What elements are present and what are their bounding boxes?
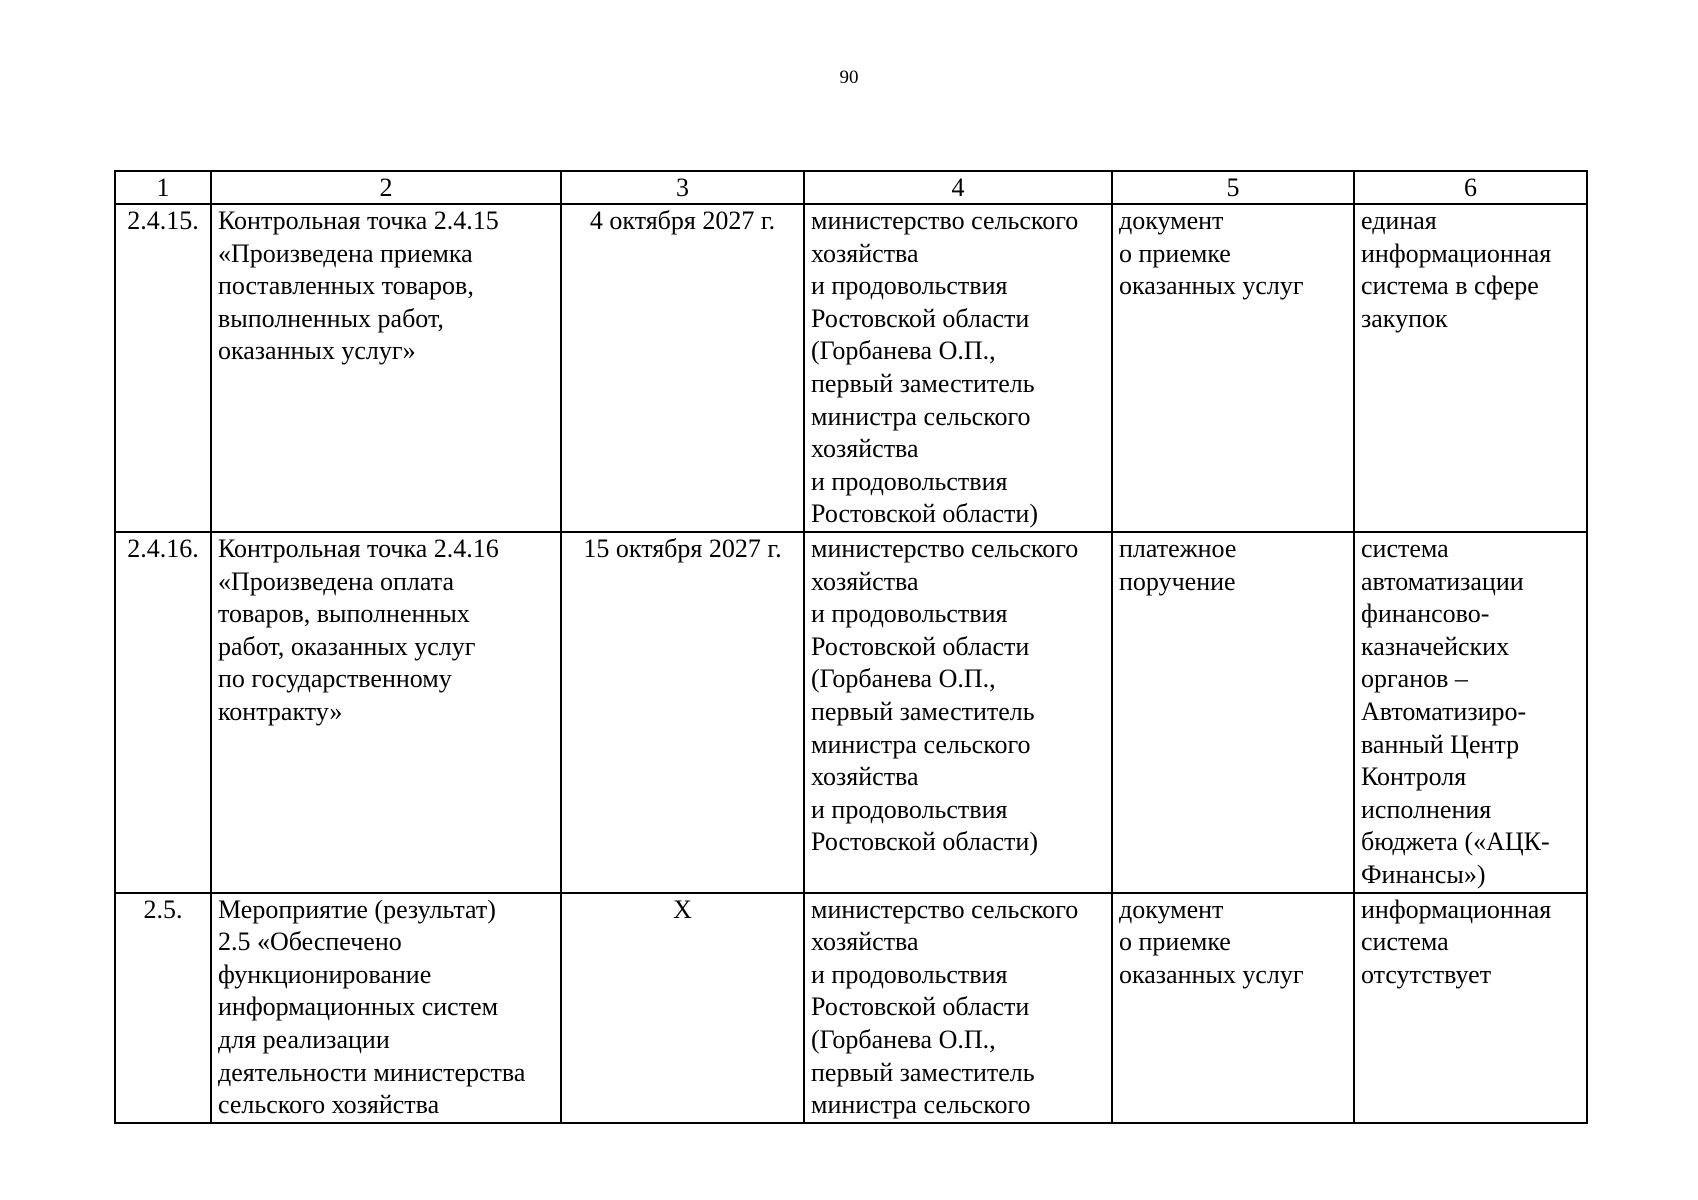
- column-header-3: 3: [561, 171, 804, 204]
- table-row: [115, 204, 1587, 532]
- row-system-cell: информационная система отсутствует: [1354, 893, 1587, 1123]
- column-header-1: 1: [115, 171, 211, 204]
- row-number-cell: 2.4.16.: [115, 532, 211, 893]
- row-name-cell: Контрольная точка 2.4.16 «Произведена оплата товаров, выполненных работ, оказанных услуг по государственному контракту»: [211, 532, 561, 893]
- row-document-cell: документ о приемке оказанных услуг: [1112, 204, 1354, 532]
- row-system-cell: единая информационная система в сфере закупок: [1354, 204, 1587, 532]
- row-date-cell: 4 октября 2027 г.: [561, 204, 804, 532]
- table-row: [115, 532, 1587, 893]
- row-document-cell: платежное поручение: [1112, 532, 1354, 893]
- plan-table: [114, 170, 1588, 1124]
- row-date-cell: X: [561, 893, 804, 1123]
- row-date-cell: 15 октября 2027 г.: [561, 532, 804, 893]
- column-header-5: 5: [1112, 171, 1354, 204]
- column-header-2: 2: [211, 171, 561, 204]
- row-responsible-cell: министерство сельского хозяйства и продовольствия Ростовской области (Горбанева О.П., первый заместитель министра сельского: [804, 893, 1112, 1123]
- column-header-6: 6: [1354, 171, 1587, 204]
- table-row: [115, 893, 1587, 1123]
- table-header-row: [115, 171, 1587, 204]
- row-number-cell: 2.5.: [115, 893, 211, 1123]
- row-document-cell: документ о приемке оказанных услуг: [1112, 893, 1354, 1123]
- row-system-cell: система автоматизации финансово- казначейских органов – Автоматизиро- ванный Центр Контроля исполнения бюджета («АЦК- Финансы»): [1354, 532, 1587, 893]
- row-responsible-cell: министерство сельского хозяйства и продовольствия Ростовской области (Горбанева О.П., первый заместитель министра сельского хозяйства и продовольствия Ростовской области): [804, 532, 1112, 893]
- row-name-cell: Мероприятие (результат) 2.5 «Обеспечено функционирование информационных систем для реализации деятельности министерства сельского хозяйства: [211, 893, 561, 1123]
- row-number-cell: 2.4.15.: [115, 204, 211, 532]
- column-header-4: 4: [804, 171, 1112, 204]
- page-number: 90: [839, 67, 859, 88]
- row-responsible-cell: министерство сельского хозяйства и продовольствия Ростовской области (Горбанева О.П., первый заместитель министра сельского хозяйства и продовольствия Ростовской области): [804, 204, 1112, 532]
- row-name-cell: Контрольная точка 2.4.15 «Произведена приемка поставленных товаров, выполненных работ, оказанных услуг»: [211, 204, 561, 532]
